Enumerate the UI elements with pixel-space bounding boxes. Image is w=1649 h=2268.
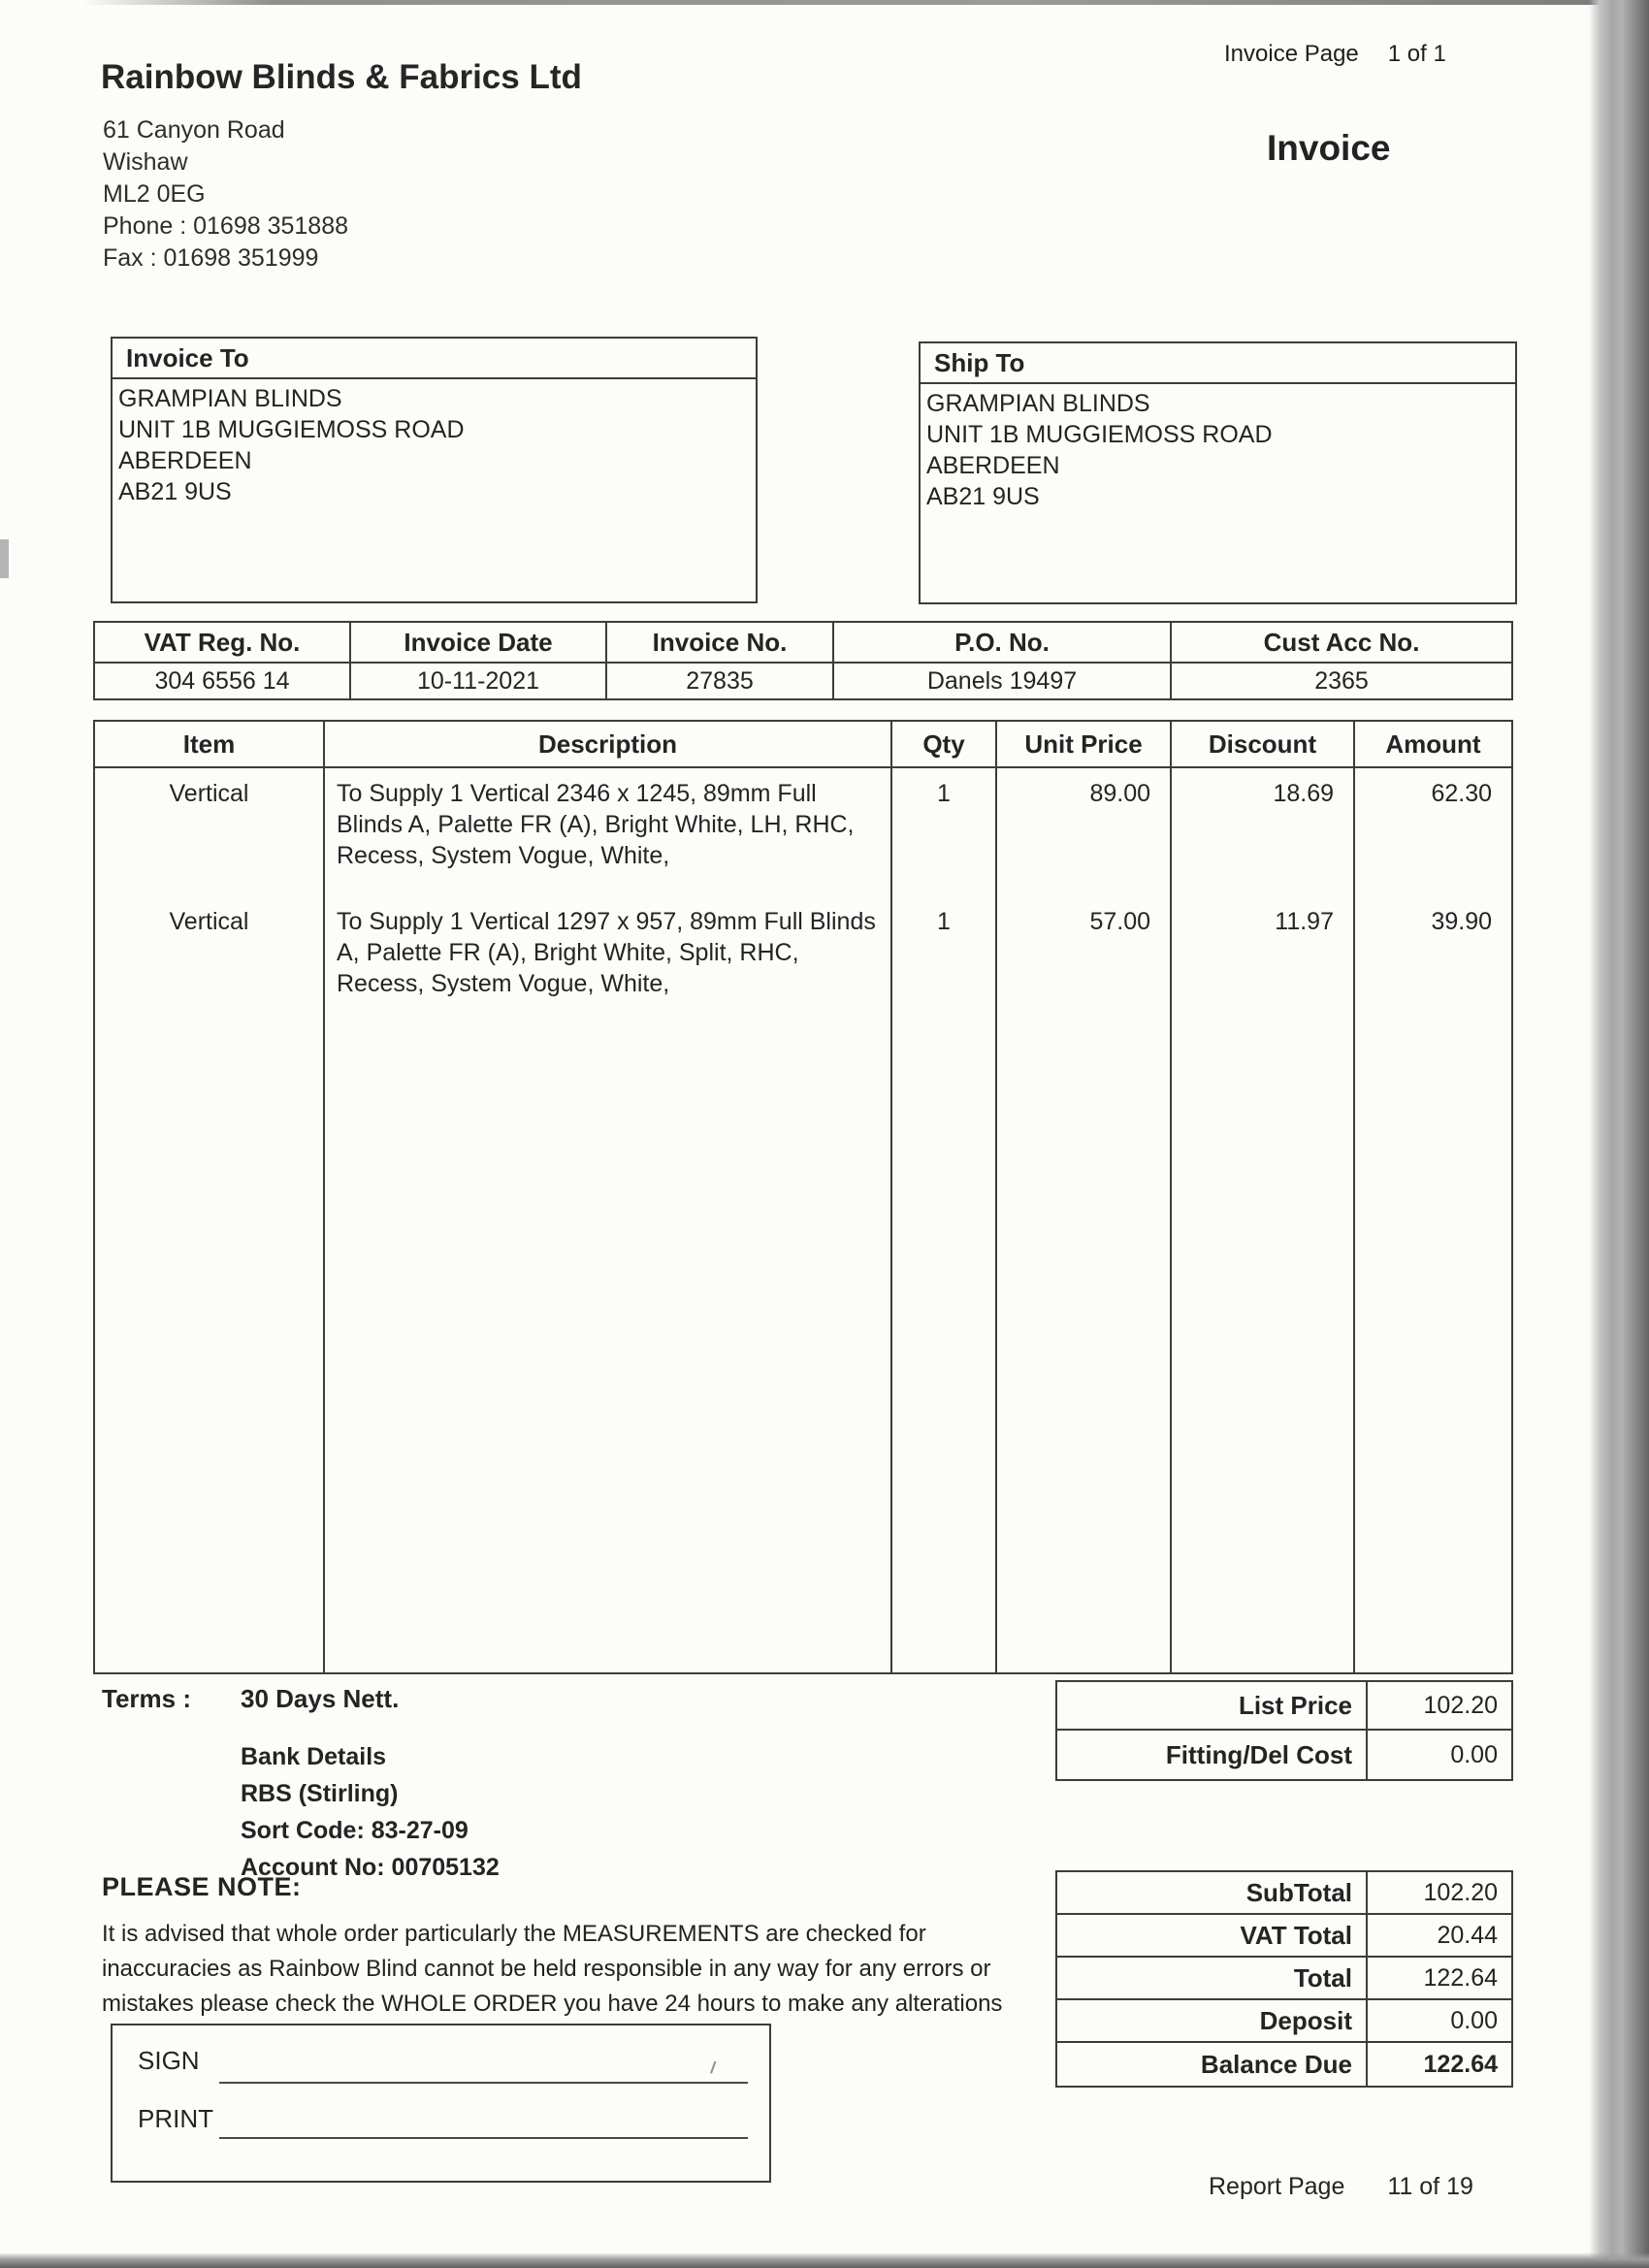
bank-details-title: Bank Details xyxy=(241,1743,387,1770)
invoice-to-line: AB21 9US xyxy=(118,478,232,505)
total-row-subtotal xyxy=(1057,1872,1511,1915)
pen-mark xyxy=(710,2061,724,2077)
ship-to-label: Ship To xyxy=(921,343,1515,384)
invoice-info-table xyxy=(93,621,1513,700)
scan-artifact-bottom-edge xyxy=(0,2252,1649,2268)
info-value-po-no: Danels 19497 xyxy=(834,664,1172,698)
ship-to-line: AB21 9US xyxy=(926,483,1040,510)
bank-account-no: Account No: 00705132 xyxy=(241,1854,500,1881)
total-row-deposit xyxy=(1057,2000,1511,2043)
item-description-cell: To Supply 1 Vertical 1297 x 957, 89mm Full Blinds A, Palette FR (A), Bright White, Split, RHC, Recess, System Vogue, White, xyxy=(325,896,892,1024)
item-discount-cell: 11.97 xyxy=(1172,896,1355,1024)
terms-label: Terms : xyxy=(102,1684,191,1713)
total-row-vat-total xyxy=(1057,1915,1511,1958)
bank-name: RBS (Stirling) xyxy=(241,1780,399,1807)
info-header-invoice-date: Invoice Date xyxy=(351,623,607,664)
items-header-unit-price: Unit Price xyxy=(997,722,1172,768)
items-filler-cell xyxy=(95,1024,325,1672)
ship-to-line: GRAMPIAN BLINDS xyxy=(926,390,1150,417)
totals-gap xyxy=(1055,1781,1513,1870)
items-header-qty: Qty xyxy=(892,722,997,768)
item-name-cell: Vertical xyxy=(95,768,325,896)
total-label: Deposit xyxy=(1259,2005,1352,2035)
company-fax: Fax : 01698 351999 xyxy=(103,244,319,272)
total-label: Fitting/Del Cost xyxy=(1165,1739,1352,1769)
total-value: 122.64 xyxy=(1366,1958,1511,1998)
invoice-page-indicator xyxy=(1224,41,1446,68)
terms-value: 30 Days Nett. xyxy=(241,1684,400,1713)
items-header-item: Item xyxy=(95,722,325,768)
info-value-vat-reg: 304 6556 14 xyxy=(95,664,351,698)
item-unit-price-cell: 89.00 xyxy=(997,768,1172,896)
total-label: VAT Total xyxy=(1240,1920,1352,1950)
info-value-invoice-no: 27835 xyxy=(607,664,834,698)
company-phone: Phone : 01698 351888 xyxy=(103,212,349,240)
report-page-indicator xyxy=(1209,2173,1473,2201)
item-description-cell: To Supply 1 Vertical 2346 x 1245, 89mm Full Blinds A, Palette FR (A), Bright White, LH, RHC, Recess, System Vogue, White, xyxy=(325,768,892,896)
scan-artifact-top-edge xyxy=(82,0,1649,5)
items-filler-cell xyxy=(325,1024,892,1672)
company-address xyxy=(103,114,348,275)
total-row-fitting-del-cost xyxy=(1057,1731,1511,1779)
company-name: Rainbow Blinds & Fabrics Ltd xyxy=(101,58,582,96)
total-label: SubTotal xyxy=(1245,1877,1352,1907)
items-filler-cell xyxy=(1355,1024,1511,1672)
item-qty-cell: 1 xyxy=(892,896,997,1024)
total-value: 20.44 xyxy=(1366,1915,1511,1956)
items-header-amount: Amount xyxy=(1355,722,1511,768)
item-discount-cell: 18.69 xyxy=(1172,768,1355,896)
total-value: 102.20 xyxy=(1366,1872,1511,1913)
info-value-cust-acc: 2365 xyxy=(1314,666,1369,695)
totals-panel xyxy=(1055,1680,1513,2088)
sign-label: SIGN xyxy=(138,2046,200,2075)
info-header-invoice-no: Invoice No. xyxy=(607,623,834,664)
invoice-to-line: GRAMPIAN BLINDS xyxy=(118,385,342,412)
signature-box xyxy=(111,2024,771,2183)
total-label: Total xyxy=(1293,1962,1352,1993)
invoice-to-label: Invoice To xyxy=(113,339,756,379)
invoice-page-label: Invoice Page xyxy=(1224,41,1359,67)
total-value: 102.20 xyxy=(1366,1682,1511,1729)
invoice-to-line: UNIT 1B MUGGIEMOSS ROAD xyxy=(118,416,465,443)
report-page-value: 11 of 19 xyxy=(1387,2173,1473,2200)
total-label: List Price xyxy=(1238,1690,1352,1720)
scan-artifact-right-edge xyxy=(1589,0,1649,2268)
totals-upper-stack xyxy=(1055,1680,1513,1781)
info-header-cust-acc: Cust Acc No. xyxy=(1172,623,1511,664)
print-label: PRINT xyxy=(138,2104,213,2133)
invoice-page-value: 1 of 1 xyxy=(1387,41,1446,67)
invoice-to-line: ABERDEEN xyxy=(118,447,252,474)
items-filler-cell xyxy=(1172,1024,1355,1672)
item-name-cell: Vertical xyxy=(95,896,325,1024)
total-label: Balance Due xyxy=(1200,2049,1352,2079)
total-row-total xyxy=(1057,1958,1511,2000)
totals-lower-stack xyxy=(1055,1870,1513,2088)
invoice-to-box xyxy=(111,337,758,603)
info-header-vat-reg: VAT Reg. No. xyxy=(95,623,351,664)
document-title: Invoice xyxy=(1267,128,1391,168)
total-value: 0.00 xyxy=(1366,1731,1511,1779)
please-note-title: PLEASE NOTE: xyxy=(102,1872,302,1901)
company-address-line: Wishaw xyxy=(103,148,188,176)
items-header-discount: Discount xyxy=(1172,722,1355,768)
ship-to-line: UNIT 1B MUGGIEMOSS ROAD xyxy=(926,421,1273,448)
line-items-table xyxy=(93,720,1513,1674)
bank-sort-code: Sort Code: 83-27-09 xyxy=(241,1817,469,1844)
total-row-balance-due xyxy=(1057,2043,1511,2086)
print-line xyxy=(219,2137,748,2139)
company-address-line: 61 Canyon Road xyxy=(103,116,285,144)
items-filler-cell xyxy=(892,1024,997,1672)
ship-to-address xyxy=(921,384,1515,512)
company-address-line: ML2 0EG xyxy=(103,180,206,208)
info-header-po-no: P.O. No. xyxy=(834,623,1172,664)
invoice-to-address xyxy=(113,379,756,507)
ship-to-box xyxy=(919,341,1517,604)
total-row-list-price xyxy=(1057,1682,1511,1731)
bank-details xyxy=(241,1738,500,1886)
item-unit-price-cell: 57.00 xyxy=(997,896,1172,1024)
items-header-description: Description xyxy=(325,722,892,768)
report-page-label: Report Page xyxy=(1209,2173,1345,2200)
total-value: 0.00 xyxy=(1366,2000,1511,2041)
total-value: 122.64 xyxy=(1366,2043,1511,2086)
info-value-invoice-date: 10-11-2021 xyxy=(351,664,607,698)
item-amount-cell: 62.30 xyxy=(1431,780,1492,807)
items-filler-cell xyxy=(997,1024,1172,1672)
item-qty-cell: 1 xyxy=(892,768,997,896)
ship-to-line: ABERDEEN xyxy=(926,452,1060,479)
item-amount-cell: 39.90 xyxy=(1431,908,1492,935)
sign-line xyxy=(219,2082,748,2084)
please-note-body: It is advised that whole order particularly the MEASUREMENTS are checked for inaccuracies as Rainbow Blind cannot be held responsible in any way for any errors or mistakes please check the WHOLE ORDER you have 24 hours to make any alterations xyxy=(102,1921,1003,2017)
scan-artifact-left-notch xyxy=(0,539,9,578)
